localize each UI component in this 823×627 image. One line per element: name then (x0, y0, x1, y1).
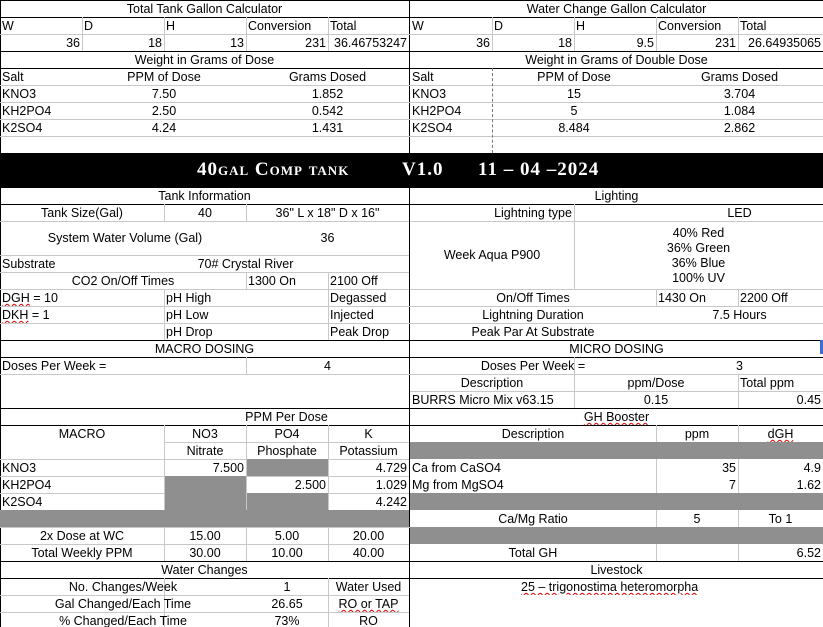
dgh-label: DGH (2, 291, 30, 305)
water-changes-title: Water Changes (161, 563, 248, 577)
gh-row-name: Mg from MgSO4 (412, 478, 504, 492)
micro-doses-label: Doses Per Week = (480, 359, 586, 373)
substrate-value[interactable]: 70# Crystal River (197, 257, 294, 271)
ppm-per-dose-title: PPM Per Dose (245, 410, 328, 424)
nitrate-header: Nitrate (186, 444, 224, 458)
dgh-number: = 10 (29, 291, 58, 305)
lighting-type-label: Lightning type (494, 206, 572, 220)
gh-row-name: Ca from CaSO4 (412, 461, 501, 475)
double-weight-row-ppm: 15 (567, 87, 581, 101)
tank-calc-d-header: D (84, 19, 94, 33)
micro-desc-header: Description (460, 376, 524, 390)
wc-dose-k: 20.00 (352, 529, 385, 543)
co2-on-time[interactable]: 1300 On (248, 274, 296, 288)
banner-version: V1.0 (402, 159, 444, 180)
light-duration-value: 7.5 Hours (712, 308, 767, 322)
spectrum-uv: 100% UV (672, 271, 725, 285)
water-calc-title: Water Change Gallon Calculator (526, 2, 707, 16)
degassed-label: Degassed (330, 291, 387, 305)
total-gh-label: Total GH (508, 546, 558, 560)
tank-calc-w[interactable]: 36 (66, 36, 80, 50)
ph-high-label: pH High (166, 291, 212, 305)
light-fixture[interactable]: Week Aqua P900 (443, 248, 541, 262)
double-weight-ppm-header: PPM of Dose (537, 70, 611, 84)
macro-row-k: 4.242 (375, 495, 407, 509)
ph-low-label: pH Low (166, 308, 209, 322)
gal-changed-value: 26.65 (271, 597, 303, 611)
tank-info-title: Tank Information (158, 189, 251, 203)
micro-product[interactable]: BURRS Micro Mix v63.15 (412, 393, 554, 407)
macro-doses-value[interactable]: 4 (324, 359, 331, 373)
dkh-value (0, 307, 164, 323)
tank-calc-d[interactable]: 18 (148, 36, 162, 50)
gal-changed-label: Gal Changed/Each Time (54, 597, 192, 611)
double-weight-row-grams: 1.084 (723, 104, 756, 118)
po4-header: PO4 (274, 427, 300, 441)
double-weight-row-salt: KH2PO4 (412, 104, 462, 118)
title-banner (0, 153, 823, 187)
k-header: K (364, 427, 373, 441)
light-duration-label: Lightning Duration (482, 308, 584, 322)
gh-row-ppm[interactable]: 7 (729, 478, 736, 492)
peak-par-label: Peak Par At Substrate (471, 325, 595, 339)
livestock-title: Livestock (590, 563, 643, 577)
ca-mg-ratio-value: 5 (693, 512, 701, 526)
weekly-ppm-k: 40.00 (352, 546, 385, 560)
weekly-ppm-po4: 10.00 (271, 546, 303, 560)
gh-dgh-header (738, 426, 823, 442)
dose-weight-row-ppm: 4.24 (151, 121, 177, 135)
micro-ppm-value[interactable]: 0.15 (643, 393, 669, 407)
injected-label: Injected (330, 308, 374, 322)
double-weight-row-ppm: 5 (570, 104, 578, 118)
spectrum-blue: 36% Blue (671, 256, 726, 270)
water-calc-conv-header: Conversion (658, 19, 722, 33)
ro-or-tap (328, 596, 409, 612)
water-calc-d-header: D (494, 19, 504, 33)
water-calc-d[interactable]: 18 (558, 36, 572, 50)
macro-row-no3: 7.500 (212, 461, 244, 475)
double-weight-title: Weight in Grams of Double Dose (525, 53, 708, 67)
gh-ppm-header: ppm (684, 427, 710, 441)
peak-drop-label: Peak Drop (330, 325, 390, 339)
double-weight-row-salt: KNO3 (412, 87, 447, 101)
macro-row-name: KNO3 (2, 461, 37, 475)
system-volume-label: System Water Volume (Gal) (47, 231, 203, 245)
tank-calc-total-header: Total (330, 19, 357, 33)
dose-weight-ppm-header: PPM of Dose (127, 70, 201, 84)
tank-calc-conv-header: Conversion (248, 19, 312, 33)
banner-title: 40gal Comp tank (197, 159, 350, 180)
changes-per-week-label: No. Changes/Week (68, 580, 178, 594)
micro-title: MICRO DOSING (569, 342, 664, 356)
water-calc-total: 26.64935065 (748, 36, 821, 50)
water-used-label: Water Used (335, 580, 402, 594)
macro-row-po4: 2.500 (294, 478, 326, 492)
water-source-text: RO (359, 614, 378, 627)
gh-row-ppm[interactable]: 35 (722, 461, 736, 475)
spectrum-red: 40% Red (672, 226, 725, 240)
co2-times-label: CO2 On/Off Times (71, 274, 175, 288)
light-off-time[interactable]: 2200 Off (740, 291, 788, 305)
total-gh-value: 6.52 (796, 546, 821, 560)
macro-row-k: 4.729 (375, 461, 407, 475)
macro-row-name: KH2PO4 (2, 478, 52, 492)
micro-total-value: 0.45 (796, 393, 821, 407)
wc-dose-no3: 15.00 (189, 529, 221, 543)
ph-drop-label: pH Drop (166, 325, 213, 339)
dgh-value (0, 290, 164, 306)
pct-changed-label: % Changed/Each Time (59, 614, 187, 627)
micro-doses-value[interactable]: 3 (736, 359, 743, 373)
light-on-time[interactable]: 1430 On (658, 291, 706, 305)
pct-changed-value: 73% (274, 614, 300, 627)
micro-ppm-header: ppm/Dose (627, 376, 685, 390)
ca-mg-ratio-suffix: To 1 (768, 512, 793, 526)
spectrum-green: 36% Green (666, 241, 731, 255)
weekly-ppm-label: Total Weekly PPM (31, 546, 133, 560)
gh-row-dgh: 1.62 (796, 478, 821, 492)
water-source (328, 613, 409, 627)
water-calc-total-header: Total (740, 19, 767, 33)
dose-weight-row-grams: 1.431 (311, 121, 344, 135)
dose-weight-row-ppm: 2.50 (151, 104, 177, 118)
water-calc-w[interactable]: 36 (476, 36, 490, 50)
micro-total-header: Total ppm (740, 376, 795, 390)
tank-calc-conv[interactable]: 231 (305, 36, 326, 50)
macro-doses-label: Doses Per Week = (2, 359, 107, 373)
double-weight-row-salt: K2SO4 (412, 121, 453, 135)
tank-calc-h-header: H (166, 19, 176, 33)
lighting-title: Lighting (594, 189, 639, 203)
wc-dose-label: 2x Dose at WC (39, 529, 125, 543)
livestock-item[interactable] (521, 579, 821, 595)
substrate-label: Substrate (2, 257, 56, 271)
water-calc-w-header: W (412, 19, 424, 33)
potassium-header: Potassium (339, 444, 398, 458)
water-calc-conv[interactable]: 231 (715, 36, 736, 50)
tank-calc-title: Total Tank Gallon Calculator (126, 2, 283, 16)
macro-row-name: K2SO4 (2, 495, 43, 509)
double-weight-row-grams: 2.862 (723, 121, 756, 135)
livestock-item-text: 25 – trigonostima heteromorpha (521, 580, 699, 594)
dose-weight-row-salt: K2SO4 (2, 121, 43, 135)
water-calc-h[interactable]: 9.5 (636, 36, 654, 50)
macro-column-header: MACRO (58, 427, 106, 441)
dose-weight-row-ppm: 7.50 (151, 87, 177, 101)
gh-booster-title (410, 409, 823, 425)
tank-calc-total: 36.46753247 (334, 36, 407, 50)
ca-mg-ratio-label: Ca/Mg Ratio (498, 512, 568, 526)
dose-weight-grams-header: Grams Dosed (288, 70, 367, 84)
macro-title: MACRO DOSING (154, 342, 255, 356)
gh-row-dgh: 4.9 (803, 461, 821, 475)
lighting-type-value[interactable]: LED (727, 206, 752, 220)
gh-dgh-header-text: dGH (767, 427, 794, 441)
double-weight-row-grams: 3.704 (723, 87, 756, 101)
weekly-ppm-no3: 30.00 (189, 546, 221, 560)
dose-weight-salt-header: Salt (2, 70, 24, 84)
dose-weight-row-salt: KNO3 (2, 87, 37, 101)
dose-weight-row-grams: 0.542 (311, 104, 344, 118)
ro-or-tap-text: RO or TAP (338, 597, 399, 611)
wc-dose-po4: 5.00 (274, 529, 300, 543)
dkh-label: DKH (2, 308, 29, 322)
gh-booster-title-text: GH Booster (583, 410, 650, 424)
tank-size-label: Tank Size(Gal) (41, 206, 123, 220)
system-volume-value[interactable]: 36 (320, 231, 335, 245)
light-times-label: On/Off Times (496, 291, 570, 305)
no3-header: NO3 (192, 427, 218, 441)
double-weight-row-ppm: 8.484 (558, 121, 590, 135)
changes-per-week-value[interactable]: 1 (283, 580, 291, 594)
phosphate-header: Phosphate (257, 444, 317, 458)
co2-off-time[interactable]: 2100 Off (330, 274, 378, 288)
gh-desc-header: Description (501, 427, 565, 441)
dkh-number: = 1 (28, 308, 50, 322)
dose-weight-title: Weight in Grams of Dose (134, 53, 275, 67)
water-calc-h-header: H (576, 19, 586, 33)
macro-row-k: 1.029 (375, 478, 407, 492)
tank-size-value[interactable]: 40 (198, 206, 212, 220)
tank-calc-w-header: W (2, 19, 14, 33)
double-weight-salt-header: Salt (412, 70, 434, 84)
banner-date: 11 – 04 –2024 (478, 159, 600, 180)
tank-calc-h[interactable]: 13 (230, 36, 244, 50)
double-weight-grams-header: Grams Dosed (700, 70, 779, 84)
dose-weight-row-grams: 1.852 (311, 87, 344, 101)
dose-weight-row-salt: KH2PO4 (2, 104, 52, 118)
tank-dimensions[interactable]: 36" L x 18" D x 16" (275, 206, 380, 220)
